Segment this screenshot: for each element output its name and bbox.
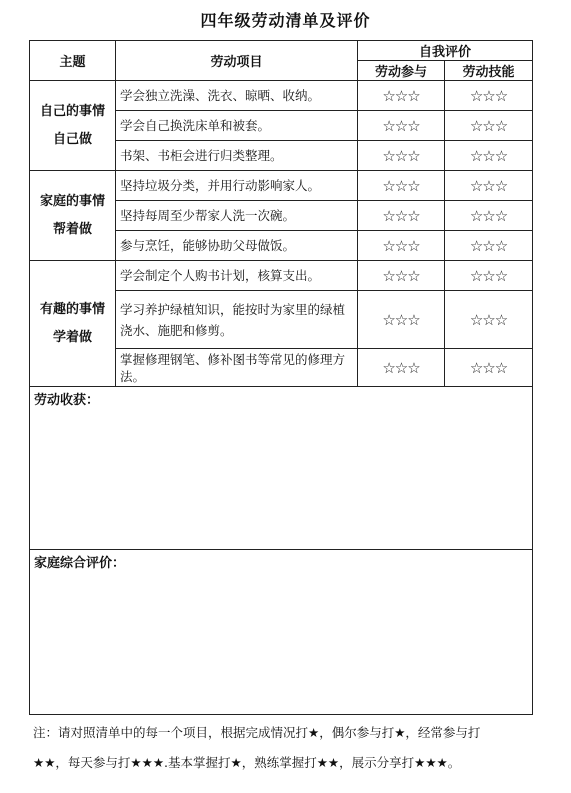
skill-rating[interactable]: ☆☆☆: [445, 141, 533, 171]
skill-rating[interactable]: ☆☆☆: [445, 201, 533, 231]
skill-rating[interactable]: ☆☆☆: [445, 171, 533, 201]
labor-item: 坚持垃圾分类，并用行动影响家人。: [116, 171, 358, 201]
participation-rating[interactable]: ☆☆☆: [358, 201, 445, 231]
participation-rating[interactable]: ☆☆☆: [358, 111, 445, 141]
participation-rating[interactable]: ☆☆☆: [358, 141, 445, 171]
harvest-label: 劳动收获：: [34, 393, 100, 408]
harvest-section[interactable]: [30, 387, 533, 550]
participation-rating[interactable]: ☆☆☆: [358, 261, 445, 291]
labor-item: 学会制定个人购书计划，核算支出。: [116, 261, 358, 291]
header-project: 劳动项目: [116, 41, 358, 81]
header-self-eval: 自我评价: [358, 41, 533, 61]
theme-line: 自己的事情: [39, 103, 105, 119]
labor-checklist-table: [29, 40, 533, 715]
labor-item: 参与烹饪，能够协助父母做饭。: [116, 231, 358, 261]
skill-rating[interactable]: ☆☆☆: [445, 81, 533, 111]
page-title: 四年级劳动清单及评价: [200, 11, 371, 30]
labor-item: 学习养护绿植知识，能按时为家里的绿植浇水、施肥和修剪。: [116, 291, 358, 349]
header-skill: 劳动技能: [445, 61, 533, 81]
theme-cell: [30, 261, 116, 387]
skill-rating[interactable]: ☆☆☆: [445, 291, 533, 349]
labor-item: 学会自己换洗床单和被套。: [116, 111, 358, 141]
skill-rating[interactable]: ☆☆☆: [445, 349, 533, 387]
family-evaluation-label: 家庭综合评价：: [34, 556, 126, 571]
rating-note: [33, 718, 543, 778]
theme-cell: [30, 171, 116, 261]
labor-item: 书架、书柜会进行归类整理。: [116, 141, 358, 171]
note-line: ★★，每天参与打★★★.基本掌握打★，熟练掌握打★★，展示分享打★★★。: [33, 755, 461, 770]
theme-line: 帮着做: [52, 221, 92, 237]
participation-rating[interactable]: ☆☆☆: [358, 349, 445, 387]
participation-rating[interactable]: ☆☆☆: [358, 171, 445, 201]
skill-rating[interactable]: ☆☆☆: [445, 261, 533, 291]
theme-line: 有趣的事情: [39, 301, 105, 317]
theme-line: 学着做: [52, 329, 92, 345]
participation-rating[interactable]: ☆☆☆: [358, 231, 445, 261]
header-participation: 劳动参与: [358, 61, 445, 81]
theme-cell: [30, 81, 116, 171]
labor-item: 掌握修理钢笔、修补图书等常见的修理方法。: [116, 349, 358, 387]
note-line: 注：请对照清单中的每一个项目，根据完成情况打★，偶尔参与打★，经常参与打: [33, 725, 481, 740]
participation-rating[interactable]: ☆☆☆: [358, 81, 445, 111]
header-theme: 主题: [30, 41, 116, 81]
skill-rating[interactable]: ☆☆☆: [445, 111, 533, 141]
labor-item: 学会独立洗澡、洗衣、晾晒、收纳。: [116, 81, 358, 111]
participation-rating[interactable]: ☆☆☆: [358, 291, 445, 349]
skill-rating[interactable]: ☆☆☆: [445, 231, 533, 261]
family-evaluation-section[interactable]: [30, 550, 533, 715]
theme-line: 自己做: [52, 131, 92, 147]
labor-item: 坚持每周至少帮家人洗一次碗。: [116, 201, 358, 231]
theme-line: 家庭的事情: [39, 193, 105, 209]
